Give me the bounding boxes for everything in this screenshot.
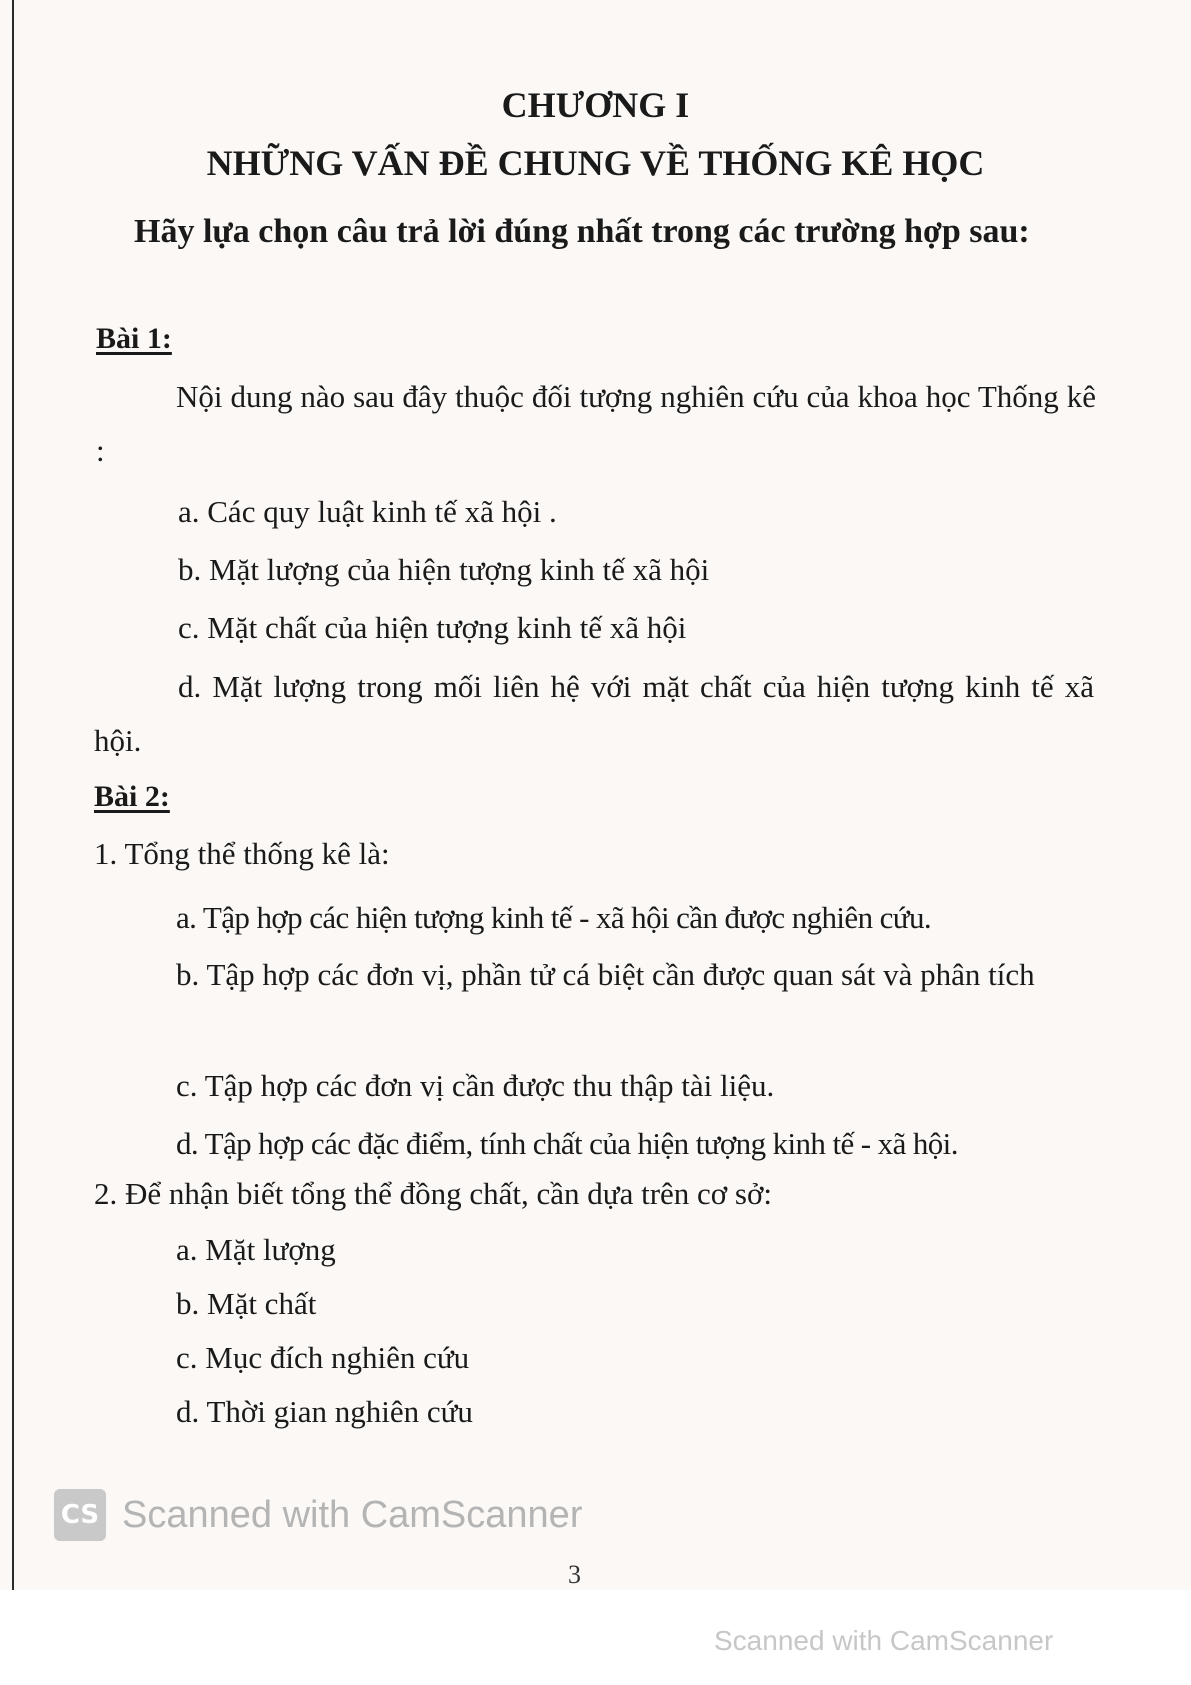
bai2-q1-option-c: c. Tập hợp các đơn vị cần được thu thập tài liệu. bbox=[176, 1068, 775, 1103]
bai1-option-b: b. Mặt lượng của hiện tượng kinh tế xã hội bbox=[178, 552, 710, 587]
watermark-text: Scanned with CamScanner bbox=[122, 1493, 583, 1536]
camscanner-watermark bbox=[54, 1489, 582, 1541]
chapter-number: CHƯƠNG I bbox=[501, 85, 690, 125]
instruction: Hãy lựa chọn câu trả lời đúng nhất trong các trường hợp sau: bbox=[134, 213, 1030, 250]
bai2-q2-option-a: a. Mặt lượng bbox=[176, 1232, 336, 1267]
bai1-heading: Bài 1: bbox=[96, 322, 172, 355]
bai2-q1-option-a: a. Tập hợp các hiện tượng kinh tế - xã hội cần được nghiên cứu. bbox=[176, 900, 932, 935]
bai1-option-c: c. Mặt chất của hiện tượng kinh tế xã hội bbox=[178, 610, 687, 645]
bai2-q2: 2. Để nhận biết tổng thể đồng chất, cần dựa trên cơ sở: bbox=[94, 1176, 773, 1211]
bai2-q1: 1. Tổng thể thống kê là: bbox=[94, 836, 390, 871]
bai2-q2-option-c: c. Mục đích nghiên cứu bbox=[176, 1340, 470, 1375]
bai1-question: Nội dung nào sau đây thuộc đối tượng nghiên cứu của khoa học Thống kê : bbox=[96, 379, 1096, 468]
bai2-q2-option-d: d. Thời gian nghiên cứu bbox=[176, 1394, 473, 1429]
binding-edge bbox=[12, 0, 14, 1590]
bai2-q2-option-b: b. Mặt chất bbox=[176, 1286, 317, 1321]
footer-watermark: Scanned with CamScanner bbox=[714, 1625, 1054, 1656]
chapter-title: NHỮNG VẤN ĐỀ CHUNG VỀ THỐNG KÊ HỌC bbox=[206, 143, 985, 183]
camscanner-logo-icon: CS bbox=[54, 1489, 106, 1541]
bai2-heading: Bài 2: bbox=[94, 780, 170, 813]
page-number: 3 bbox=[568, 1560, 581, 1589]
bai2-q1-option-b: b. Tập hợp các đơn vị, phần tử cá biệt cần được quan sát và phân tích bbox=[176, 957, 1035, 992]
bai2-q1-option-d: d. Tập hợp các đặc điểm, tính chất của hiện tượng kinh tế - xã hội. bbox=[176, 1126, 958, 1161]
bai1-option-d: d. Mặt lượng trong mối liên hệ với mặt chất của hiện tượng kinh tế xã hội. bbox=[94, 669, 1094, 758]
bai1-option-a: a. Các quy luật kinh tế xã hội . bbox=[178, 494, 557, 529]
